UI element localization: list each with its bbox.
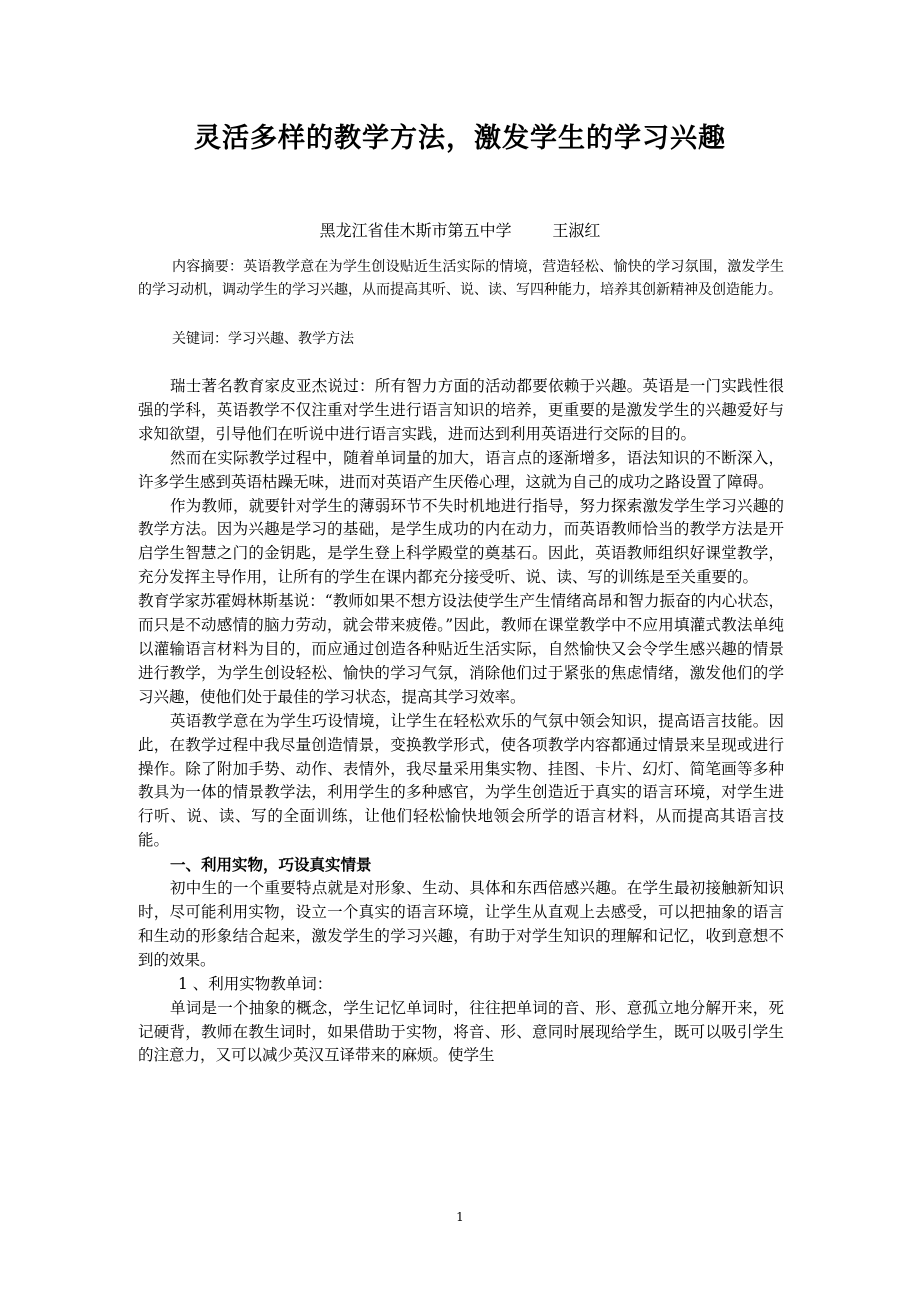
paragraph: 瑞士著名教育家皮亚杰说过：所有智力方面的活动都要依赖于兴趣。英语是一门实践性很强的学科，英语教学不仅注重对学生进行语言知识的培养，更重要的是激发学生的兴趣爱好与求知欲望，引导他们在听说中进行语言实践，进而达到利用英语进行交际的目的。	[138, 377, 784, 443]
page-number: 1	[456, 1210, 464, 1224]
section-heading: 一、利用实物，巧设真实情景	[170, 855, 372, 875]
subsection-heading: 1 、利用实物教单词：	[178, 974, 333, 993]
paragraph: 单词是一个抽象的概念，学生记忆单词时，往往把单词的音、形、意孤立地分解开来，死记硬背，教师在教生词时，如果借助于实物，将音、形、意同时展现给学生，既可以吸引学生的注意力，又可以减少英汉互译带来的麻烦。使学生	[138, 998, 784, 1065]
paragraph: 初中生的一个重要特点就是对形象、生动、具体和东西倍感兴趣。在学生最初接触新知识时，尽可能利用实物，设立一个真实的语言环境，让学生从直观上去感受，可以把抽象的语言和生动的形象结合起来，激发学生的学习兴趣，有助于对学生知识的理解和记忆，收到意想不到的效果。	[138, 879, 784, 969]
paragraph: 然而在实际教学过程中，随着单词量的加大，语言点的逐渐增多，语法知识的不断深入，许多学生感到英语枯躁无味，进而对英语产生厌倦心理，这就为自己的成功之路设置了障碍。	[138, 448, 784, 491]
body-text	[138, 375, 784, 1068]
abstract: 内容摘要：英语教学意在为学生创设贴近生活实际的情境，营造轻松、愉快的学习氛围，激发学生的学习动机，调动学生的学习兴趣，从而提高其听、说、读、写四种能力，培养其创新精神及创造能力。	[138, 259, 784, 298]
document-title: 灵活多样的教学方法，激发学生的学习兴趣	[194, 123, 726, 154]
paragraph: 作为教师，就要针对学生的薄弱环节不失时机地进行指导，努力探索激发学生学习兴趣的教学方法。因为兴趣是学习的基础，是学生成功的内在动力，而英语教师恰当的教学方法是开启学生智慧之门的金钥匙，是学生登上科学殿堂的奠基石。因此，英语教师组织好课堂教学，充分发挥主导作用，让所有的学生在课内都充分接受听、说、读、写的训练是至关重要的。	[138, 496, 784, 587]
paragraph: 英语教学意在为学生巧设情境，让学生在轻松欢乐的气氛中领会知识，提高语言技能。因此，在教学过程中我尽量创造情景，变换教学形式，使各项教学内容都通过情景来呈现或进行操作。除了附加手势、动作、表情外，我尽量采用集实物、挂图、卡片、幻灯、简笔画等多种教具为一体的情景教学法，利用学生的多种感官，为学生创造近于真实的语言环境，对学生进行听、说、读、写的全面训练，让他们轻松愉快地领会所学的语言材料，从而提高其语言技能。	[138, 711, 784, 850]
author-line: 黑龙江省佳木斯市第五中学 王淑红	[319, 221, 601, 240]
paragraph: 教育学家苏霍姆林斯基说：“教师如果不想方设法使学生产生情绪高昂和智力振奋的内心状态，而只是不动感情的脑力劳动，就会带来疲倦。”因此，教师在课堂教学中不应用填灌式教法单纯以灌输语言材料为目的，而应通过创造各种贴近生活实际，自然愉快又会令学生感兴趣的情景进行教学，为学生创设轻松、愉快的学习气氛，消除他们过于紧张的焦虑情绪，激发他们的学习兴趣，使他们处于最佳的学习状态，提高其学习效率。	[138, 592, 784, 706]
keywords: 关键词：学习兴趣、教学方法	[172, 331, 354, 347]
